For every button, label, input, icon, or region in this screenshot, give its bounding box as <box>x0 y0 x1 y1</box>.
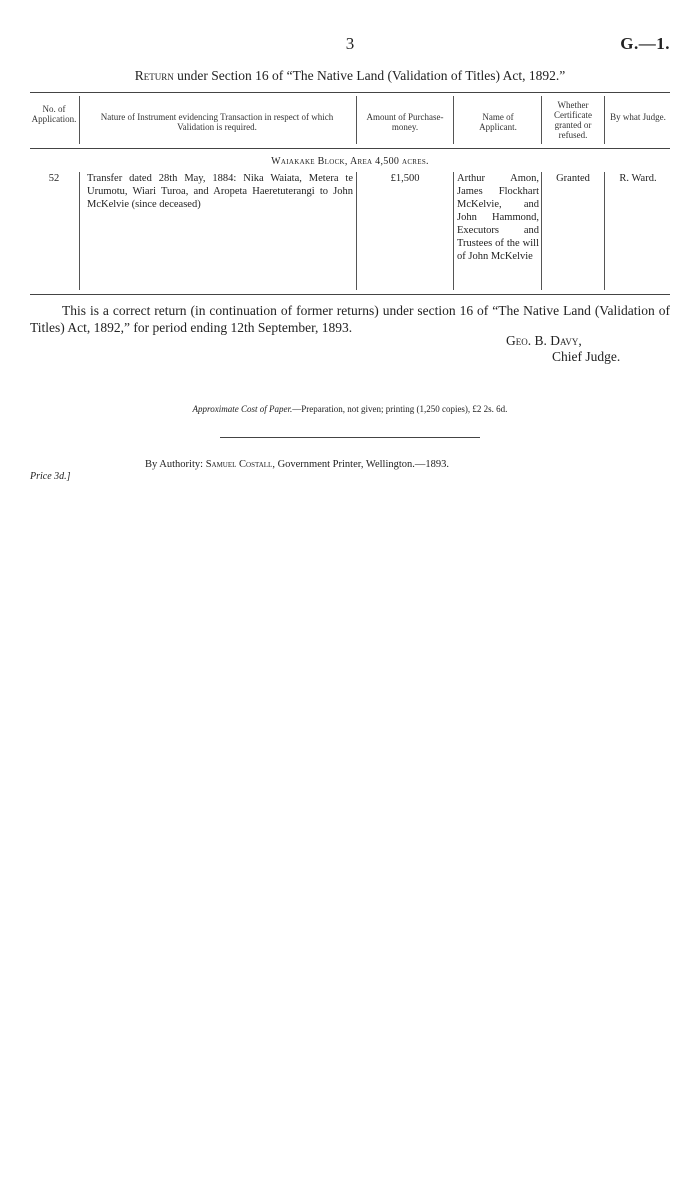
authority-rule <box>220 437 480 438</box>
column-header-certificate: Whether Certificate granted or refused. <box>554 100 592 140</box>
cell-application-no: 52 <box>48 173 60 184</box>
table-top-rule <box>30 92 670 93</box>
cost-note <box>30 404 670 414</box>
cost-note-label: Approximate Cost of Paper. <box>192 404 293 414</box>
page-number: 3 <box>345 34 355 53</box>
table-header-rule <box>30 148 670 149</box>
header-divider <box>604 96 605 144</box>
column-header-applicant: Name of Applicant. <box>479 112 517 132</box>
header-divider <box>541 96 542 144</box>
block-heading: Waiakake Block, Area 4,500 acres. <box>271 156 429 167</box>
return-statement: This is a correct return (in continuation of former returns) under section 16 of “The Native Land (Validation of Titles) Act, 1892,” for period ending 12th September, 1893. <box>30 303 670 335</box>
authority-prefix: By Authority: <box>145 459 206 470</box>
cell-certificate-status: Granted <box>556 173 590 184</box>
table-bottom-rule <box>30 294 670 295</box>
return-title-lead: Return <box>134 68 174 83</box>
signature-title: Chief Judge. <box>552 349 621 364</box>
table-row <box>30 172 670 290</box>
price: Price 3d.] <box>30 471 71 482</box>
return-title-rest: under Section 16 of “The Native Land (Validation of Titles) Act, 1892.” <box>173 68 566 83</box>
authority-suffix: , Government Printer, Wellington.—1893. <box>272 459 450 470</box>
column-header-no: No. of Application. <box>31 104 77 124</box>
cell-judge: R. Ward. <box>619 173 657 184</box>
cell-applicant-name: Arthur Amon, James Flockhart McKelvie, and John Hammond, Executors and Trustees of the will of John McKelvie <box>457 173 539 262</box>
column-header-judge: By what Judge. <box>610 112 666 122</box>
cell-instrument-nature: Transfer dated 28th May, 1884: Nika Waiata, Metera te Urumotu, Wiari Turoa, and Aropeta Haeretuterangi to John McKelvie (since deceased) <box>87 173 353 210</box>
cost-note-text: —Preparation, not given; printing (1,250 copies), £2 2s. 6d. <box>292 404 508 414</box>
header-divider <box>79 96 80 144</box>
column-header-amount: Amount of Purchase-money. <box>366 112 444 132</box>
printer-name: Samuel Costall <box>205 459 273 470</box>
document-reference: G.—1. <box>620 34 670 53</box>
cell-purchase-amount: £1,500 <box>390 173 420 184</box>
signature-name: Geo. B. Davy, <box>506 333 582 348</box>
authority-line <box>145 459 449 470</box>
header-divider <box>453 96 454 144</box>
column-header-nature: Nature of Instrument evidencing Transaction in respect of which Validation is required. <box>100 112 334 132</box>
header-divider <box>356 96 357 144</box>
return-table <box>0 0 700 300</box>
